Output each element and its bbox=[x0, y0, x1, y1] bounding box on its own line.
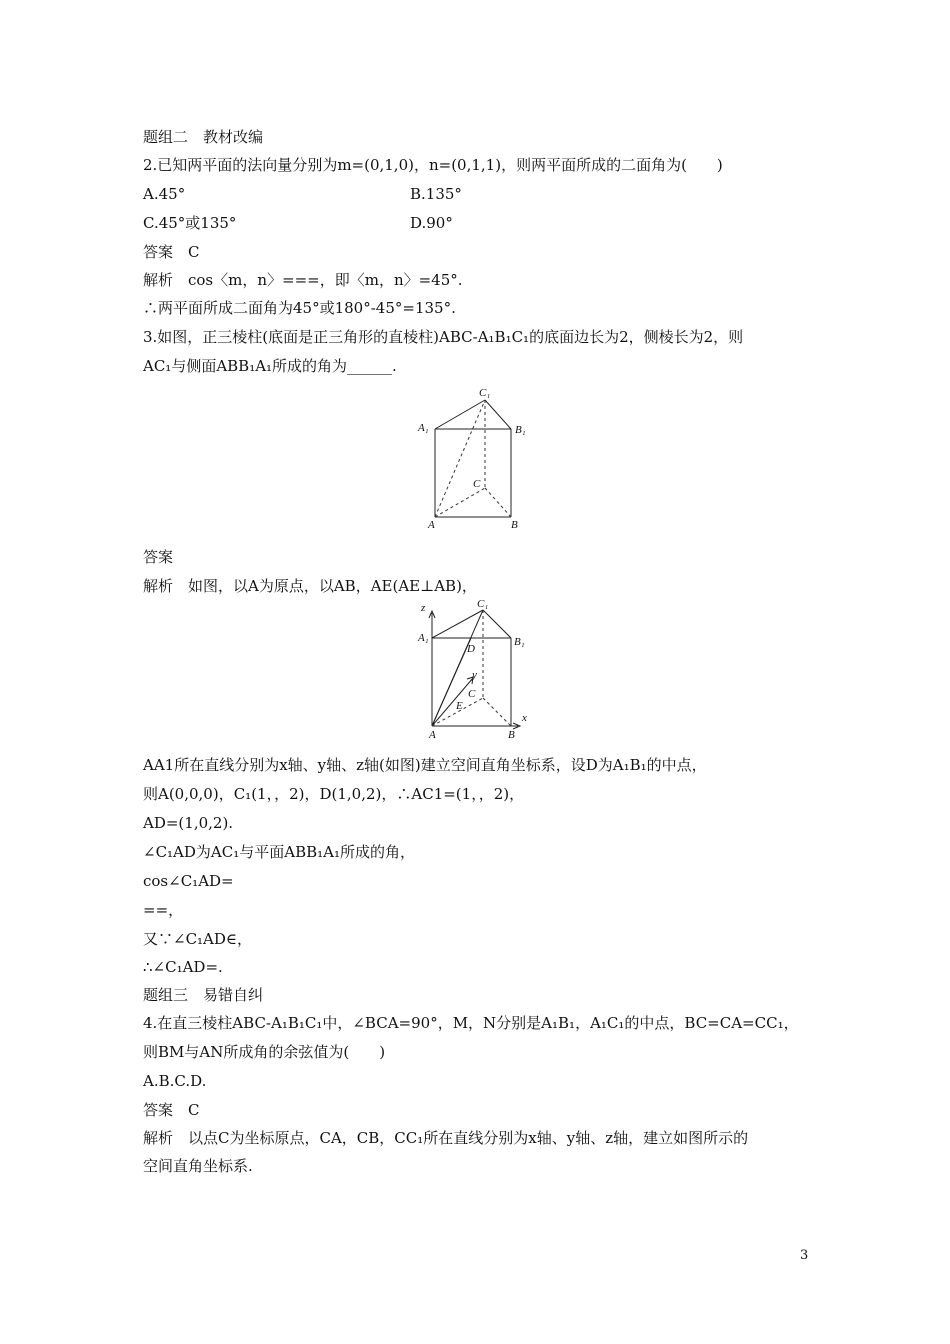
q2-analysis-1: 解析 cos〈m，n〉===，即〈m，n〉=45°. bbox=[143, 271, 463, 289]
fig1-label-b: B bbox=[511, 519, 518, 531]
fig1-label-c: C bbox=[473, 478, 481, 490]
fig1-label-c1: C₁ bbox=[479, 387, 491, 399]
fig2-label-x: x bbox=[522, 712, 527, 724]
q2-analysis-2: ∴两平面所成二面角为45°或180°-45°=135°. bbox=[143, 299, 456, 317]
q3-analysis-a2: 则A(0,0,0)，C₁(1，，2)，D(1,0,2)，∴AC1=(1，，2)， bbox=[143, 785, 525, 803]
coordinate-prism-figure bbox=[415, 598, 540, 743]
q2-answer: 答案 C bbox=[143, 243, 200, 261]
q4-answer: 答案 C bbox=[143, 1101, 200, 1119]
q3-analysis-a3: AD=(1,0,2). bbox=[143, 814, 234, 832]
q4-analysis-2: 空间直角坐标系. bbox=[143, 1157, 253, 1175]
fig2-label-b1: B₁ bbox=[514, 636, 525, 648]
q4-stem-1: 4.在直三棱柱ABC-A₁B₁C₁中，∠BCA=90°，M，N分别是A₁B₁，A₁C₁的中点，BC=CA=CC₁， bbox=[143, 1014, 799, 1032]
q3-stem-2: AC₁与侧面ABB₁A₁所成的角为______. bbox=[143, 357, 397, 375]
fig2-label-a1: A₁ bbox=[418, 632, 429, 644]
q2-option-a: A.45° bbox=[143, 185, 186, 203]
q2-stem: 2.已知两平面的法向量分别为m=(0,1,0)，n=(0,1,1)，则两平面所成的二面角为( ) bbox=[143, 156, 723, 174]
fig2-label-b: B bbox=[508, 729, 515, 741]
q3-stem-1: 3.如图，正三棱柱(底面是正三角形的直棱柱)ABC-A₁B₁C₁的底面边长为2，侧棱长为2，则 bbox=[143, 328, 744, 346]
fig1-label-a1: A₁ bbox=[418, 422, 429, 434]
page-number: 3 bbox=[800, 1248, 809, 1263]
fig2-label-c1: C₁ bbox=[477, 598, 489, 610]
q3-analysis-a7: 又∵∠C₁AD∈， bbox=[143, 930, 253, 948]
section3-heading: 题组三 易错自纠 bbox=[143, 986, 264, 1004]
q4-stem-2: 则BM与AN所成角的余弦值为( ) bbox=[143, 1043, 386, 1061]
fig2-label-e: E bbox=[456, 700, 463, 712]
fig2-label-z: z bbox=[421, 602, 426, 614]
q3-analysis-a5: cos∠C₁AD= bbox=[143, 872, 234, 890]
fig1-label-b1: B₁ bbox=[515, 424, 526, 436]
q3-analysis-a1: AA1所在直线分别为x轴、y轴、z轴(如图)建立空间直角坐标系，设D为A₁B₁的中点， bbox=[143, 756, 707, 774]
q3-analysis-a4: ∠C₁AD为AC₁与平面ABB₁A₁所成的角， bbox=[143, 843, 415, 861]
q4-analysis-1: 解析 以点C为坐标原点，CA，CB，CC₁所在直线分别为x轴、y轴、z轴，建立如图所示的 bbox=[143, 1129, 749, 1147]
q2-option-b: B.135° bbox=[410, 185, 462, 203]
q3-analysis-1: 解析 如图，以A为原点，以AB，AE(AE⊥AB)， bbox=[143, 577, 477, 595]
fig1-label-a: A bbox=[428, 519, 435, 531]
q2-option-d: D.90° bbox=[410, 214, 453, 232]
fig2-label-y: y bbox=[472, 669, 477, 681]
q3-analysis-a8: ∴∠C₁AD=. bbox=[143, 958, 223, 976]
prism-figure bbox=[415, 384, 535, 534]
q3-analysis-a6: ==， bbox=[143, 901, 184, 919]
q2-option-c: C.45°或135° bbox=[143, 214, 237, 232]
fig2-label-a: A bbox=[429, 729, 436, 741]
q3-answer: 答案 bbox=[143, 548, 174, 566]
fig2-label-d: D bbox=[467, 643, 475, 655]
fig2-label-c: C bbox=[468, 688, 476, 700]
section2-heading: 题组二 教材改编 bbox=[143, 128, 264, 146]
q4-options: A.B.C.D. bbox=[143, 1072, 207, 1090]
